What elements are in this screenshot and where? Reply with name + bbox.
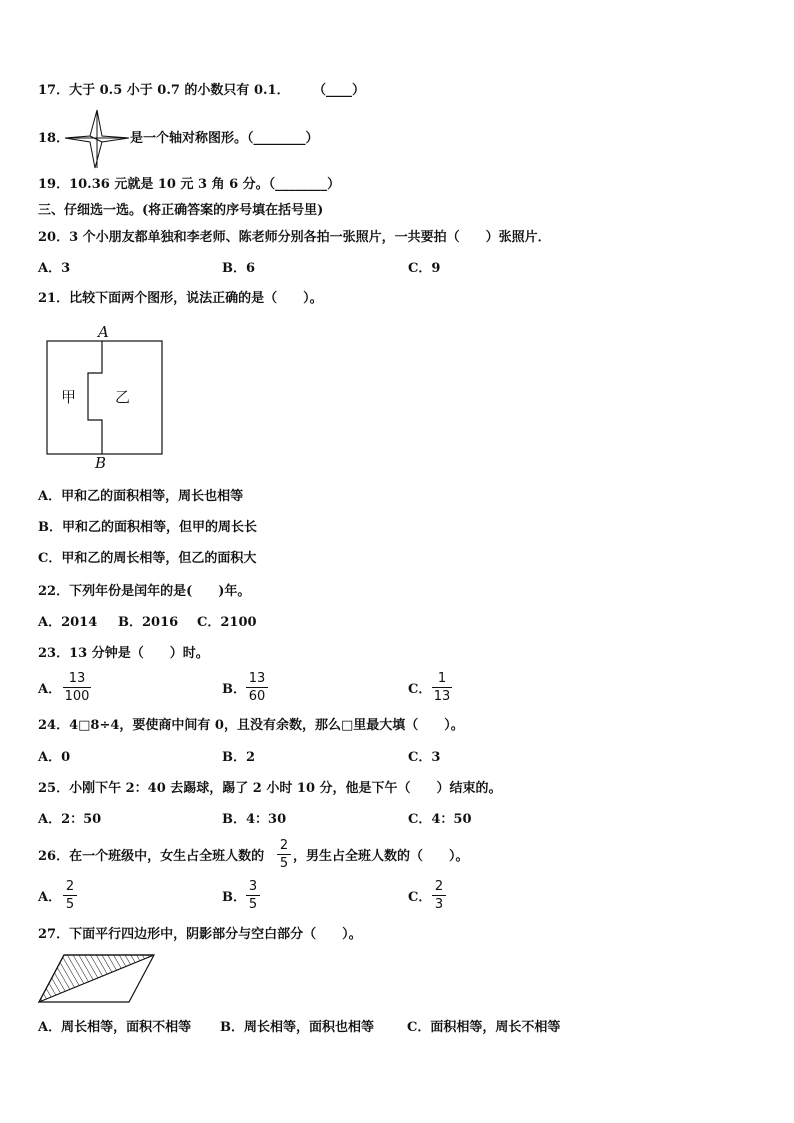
numerator: 2	[65, 879, 75, 894]
denominator: 5	[65, 897, 75, 912]
q21-option-b[interactable]: B．甲和乙的面积相等，但甲的周长长	[38, 520, 257, 535]
q25-option-b[interactable]: B．4：30	[222, 812, 287, 827]
q17-statement: 17．大于 0.5 小于 0.7 的小数只有 0.1．	[38, 83, 290, 98]
q26-inline-fraction	[277, 838, 291, 871]
q23-option-a-label[interactable]: A．	[38, 682, 62, 697]
q24-option-a[interactable]: A．0	[38, 750, 71, 765]
figure-label-top: A	[98, 323, 109, 341]
q22-option-b[interactable]: B．2016	[118, 615, 179, 630]
denominator: 5	[279, 856, 289, 871]
figure-label-yi: 乙	[115, 388, 131, 406]
q24-option-b[interactable]: B．2	[222, 750, 256, 765]
q21-option-a[interactable]: A．甲和乙的面积相等，周长也相等	[38, 489, 244, 504]
figure-label-jia: 甲	[61, 388, 77, 406]
q23-option-c-fraction	[432, 671, 452, 704]
q25-option-c[interactable]: C．4：50	[408, 812, 472, 827]
numerator: 13	[68, 671, 86, 686]
q24-text: 24．4□8÷4，要使商中间有 0，且没有余数，那么□里最大填（ ）。	[38, 718, 464, 733]
q21-option-c[interactable]: C．甲和乙的周长相等，但乙的面积大	[38, 551, 257, 566]
numerator: 13	[248, 671, 266, 686]
q18-text: 是一个轴对称图形。（________）	[130, 131, 319, 146]
figure-label-bottom: B	[95, 454, 107, 472]
q21-text: 21．比较下面两个图形，说法正确的是（ ）。	[38, 291, 323, 306]
numerator: 2	[279, 838, 289, 853]
q23-option-b-label[interactable]: B．	[222, 682, 246, 697]
q22-option-c[interactable]: C．2100	[197, 615, 257, 630]
q23-option-b-fraction	[246, 671, 268, 704]
q20-option-b[interactable]: B．6	[222, 261, 256, 276]
q26-text-post: ，男生占全班人数的（ ）。	[293, 849, 469, 864]
q26-option-c-label[interactable]: C．	[408, 890, 432, 905]
numerator: 2	[434, 879, 444, 894]
q20-option-a[interactable]: A．3	[38, 261, 71, 276]
q25-option-a[interactable]: A．2：50	[38, 812, 102, 827]
q23-text: 23．13 分钟是（ ）时。	[38, 646, 209, 661]
q23-option-a-fraction	[63, 671, 91, 704]
q27-option-a[interactable]: A．周长相等，面积不相等	[38, 1020, 192, 1035]
section-title: 三、仔细选一选。(将正确答案的序号填在括号里)	[38, 203, 324, 218]
denominator: 60	[248, 689, 266, 704]
denominator: 100	[64, 689, 90, 704]
q26-option-a-fraction	[63, 879, 77, 912]
star-figure	[65, 110, 135, 170]
parallelogram-figure	[37, 953, 162, 1005]
q20-option-c[interactable]: C．9	[408, 261, 441, 276]
q27-text: 27．下面平行四边形中，阴影部分与空白部分（ ）。	[38, 927, 362, 942]
q26-option-b-label[interactable]: B．	[222, 890, 246, 905]
numerator: 3	[248, 879, 258, 894]
denominator: 3	[434, 897, 444, 912]
q19-text: 19．10.36 元就是 10 元 3 角 6 分。（________）	[38, 177, 341, 192]
q22-option-a[interactable]: A．2014	[38, 615, 98, 630]
q17-answer-paren[interactable]: （____）	[313, 83, 366, 98]
q26-text-pre: 26．在一个班级中，女生占全班人数的	[38, 849, 265, 864]
q17-text	[38, 83, 290, 99]
q26-option-a-label[interactable]: A．	[38, 890, 62, 905]
q20-text: 20．3 个小朋友都单独和李老师、陈老师分别各拍一张照片，一共要拍（ ）张照片．	[38, 230, 551, 245]
denominator: 13	[433, 689, 451, 704]
numerator: 1	[437, 671, 447, 686]
q22-text: 22．下列年份是闰年的是( )年。	[38, 584, 251, 599]
q27-option-c[interactable]: C．面积相等，周长不相等	[407, 1020, 561, 1035]
denominator: 5	[248, 897, 258, 912]
q26-option-c-fraction	[432, 879, 446, 912]
q24-option-c[interactable]: C．3	[408, 750, 441, 765]
q18-number: 18．	[38, 131, 70, 146]
q27-option-b[interactable]: B．周长相等，面积也相等	[220, 1020, 374, 1035]
q23-option-c-label[interactable]: C．	[408, 682, 432, 697]
q25-text: 25．小刚下午 2：40 去踢球，踢了 2 小时 10 分，他是下午（ ）结束的。	[38, 781, 502, 796]
q26-option-b-fraction	[246, 879, 260, 912]
